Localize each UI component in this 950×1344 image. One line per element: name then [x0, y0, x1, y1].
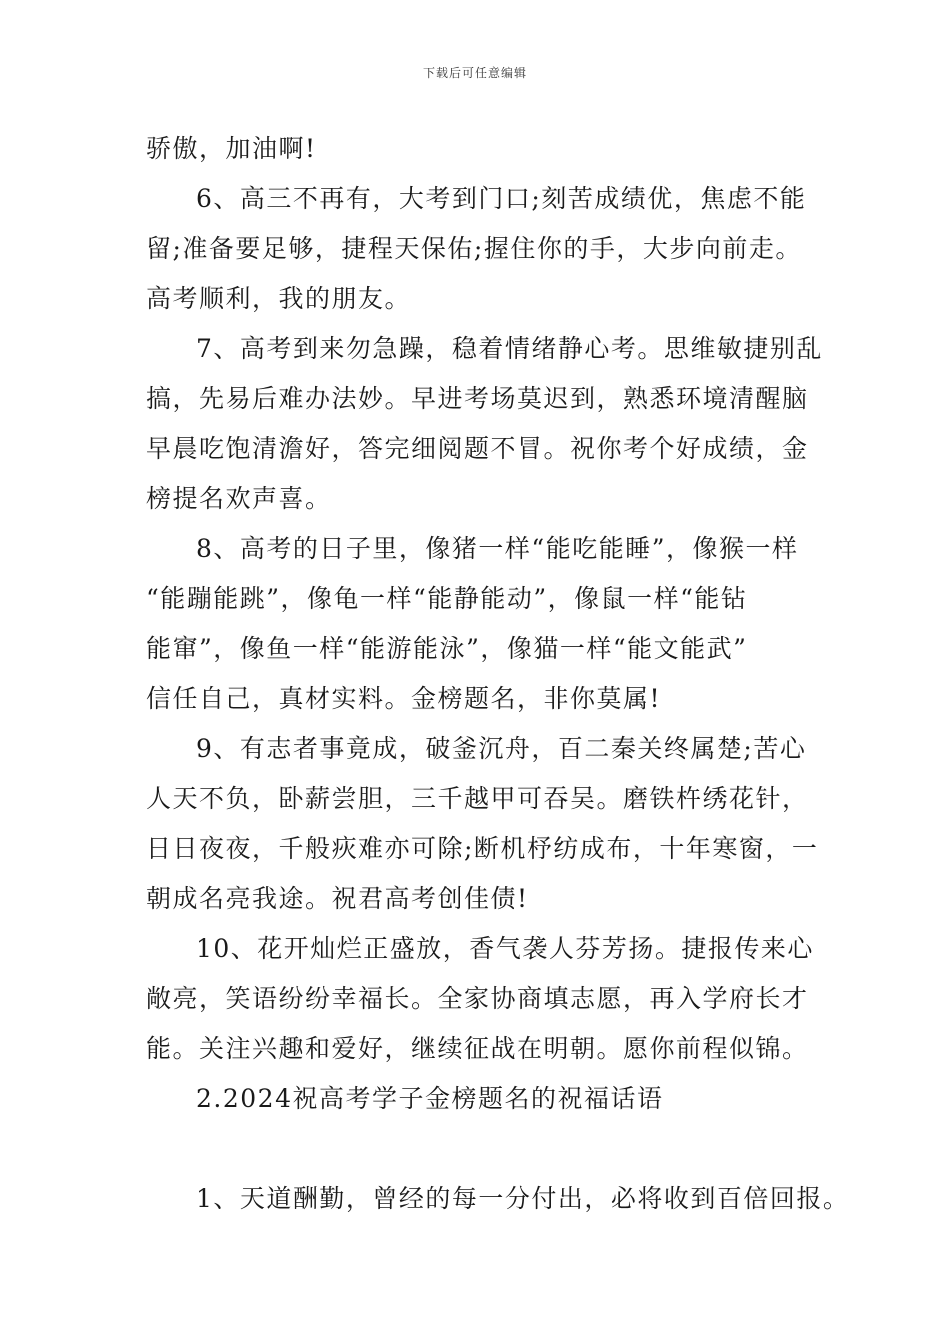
text-line: 留;准备要足够，捷程天保佑;握住你的手，大步向前走。	[146, 234, 802, 263]
text-line: 能窜”，像鱼一样“能游能泳”，像猫一样“能文能武”	[146, 634, 748, 663]
text-line: 早晨吃饱清澹好，答完细阅题不冒。祝你考个好成绩，金	[146, 434, 809, 463]
blank-line	[146, 1124, 810, 1174]
text-line: 9、有志者事竟成，破釜沉舟，百二秦关终属楚;苦心	[196, 734, 807, 763]
text-line: 人天不负，卧薪尝胆，三千越甲可吞吴。磨铁杵绣花针，	[146, 784, 809, 813]
text-line: 能。关注兴趣和爱好，继续征战在明朝。愿你前程似锦。	[146, 1034, 809, 1063]
document-body	[146, 124, 850, 1224]
text-line: 8、高考的日子里，像猪一样“能吃能睡”，像猴一样	[196, 534, 799, 563]
text-line: 骄傲，加油啊!	[146, 134, 317, 163]
text-line: 信任自己，真材实料。金榜题名，非你莫属!	[146, 684, 662, 713]
section-heading: 2.2024祝高考学子金榜题名的祝福话语	[196, 1084, 664, 1113]
text-line: 榜提名欢声喜。	[146, 484, 332, 513]
text-line: 7、高考到来勿急躁，稳着情绪静心考。思维敏捷别乱	[196, 334, 823, 363]
text-line: 1、天道酬勤，曾经的每一分付出，必将收到百倍回报。	[196, 1184, 850, 1213]
text-line: 搞，先易后难办法妙。早进考场莫迟到，熟悉环境清醒脑	[146, 384, 809, 413]
text-line: 日日夜夜，千般疢难亦可除;断机杼纺成布，十年寒窗，一	[146, 834, 819, 863]
text-line: 朝成名亮我途。祝君高考创佳债!	[146, 884, 529, 913]
text-line: 高考顺利，我的朋友。	[146, 284, 412, 313]
text-line: 6、高三不再有，大考到门口;刻苦成绩优，焦虑不能	[196, 184, 807, 213]
text-line: “能蹦能跳”，像龟一样“能静能动”，像鼠一样“能钻	[146, 584, 748, 613]
page-header: 下载后可任意编辑	[422, 66, 527, 80]
text-line: 敞亮，笑语纷纷幸福长。全家协商填志愿，再入学府长才	[146, 984, 809, 1013]
text-line: 10、花开灿烂正盛放，香气袭人芬芳扬。捷报传来心	[196, 934, 814, 963]
